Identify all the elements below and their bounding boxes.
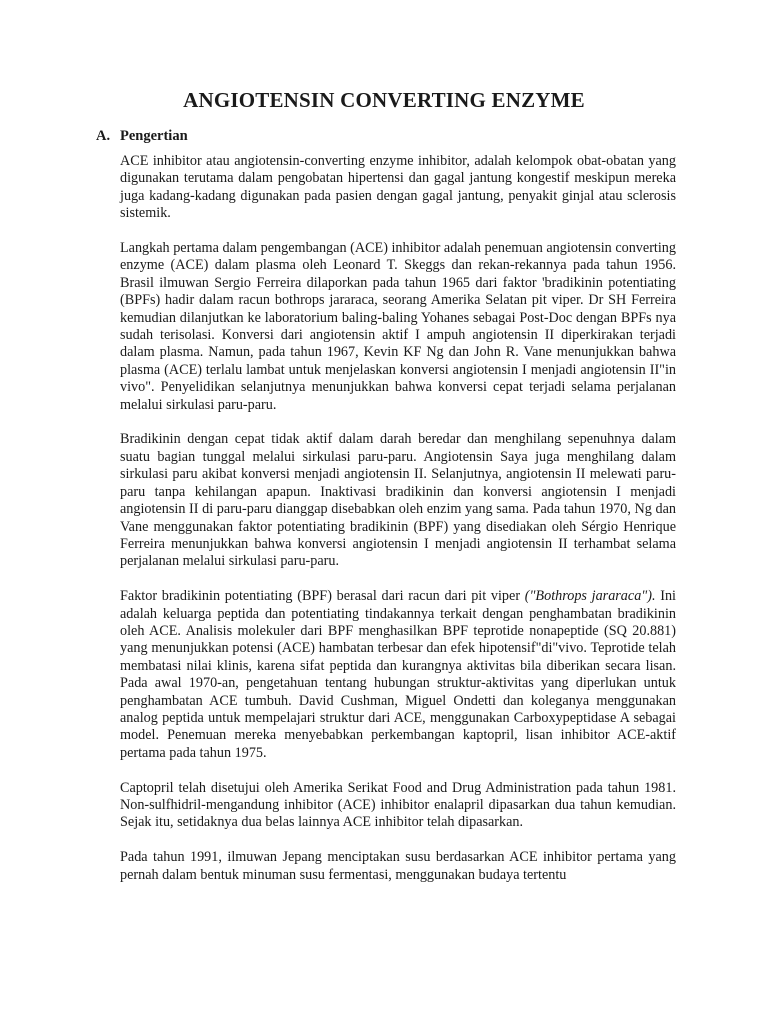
paragraph-captopril: Captopril telah disetujui oleh Amerika Serikat Food and Drug Administration pada tahun 1981. Non-sulfhidril-mengandung inhibitor (ACE) inhibitor enalapril dipasarkan dua tahun kemudian. Sejak itu, setidaknya dua belas lainnya ACE inhibitor telah dipasarkan. (120, 779, 676, 831)
paragraph-bpf (120, 588, 676, 762)
document-body (120, 153, 676, 884)
section-title: Pengertian (120, 128, 188, 144)
paragraph-bpf-species: ("Bothrops jararaca"). (524, 588, 656, 605)
paragraph-definition: ACE inhibitor atau angiotensin-converting enzyme inhibitor, adalah kelompok obat-obatan yang digunakan terutama dalam pengobatan hipertensi dan gagal jantung kongestif meskipun mereka juga kadang-kadang digunakan pada pasien dengan gagal jantung, penyakit ginjal atau sclerosis sistemik. (120, 153, 676, 222)
section-heading (96, 128, 188, 145)
paragraph-history-discovery: Langkah pertama dalam pengembangan (ACE) inhibitor adalah penemuan angiotensin converting enzyme (ACE) dalam plasma oleh Leonard T. Skeggs dan rekan-rekannya pada tahun 1956. Brasil ilmuwan Sergio Ferreira dilaporkan pada tahun 1965 dari faktor 'bradikinin potentiating (BPFs) hadir dalam racun bothrops jararaca, seorang Amerika Selatan pit viper. Dr SH Ferreira kemudian dilanjutkan ke laboratorium baling-baling Yohanes sebagai Post-Doc dengan BPFs nya sudah terisolasi. Konversi dari angiotensin aktif I ampuh angiotensin II diperkirakan terjadi dalam plasma. Namun, pada tahun 1967, Kevin KF Ng dan John R. Vane menunjukkan bahwa plasma (ACE) terlalu lambat untuk menjelaskan konversi angiotensin I menjadi angiotensin II"in vivo". Penyelidikan selanjutnya menunjukkan bahwa konversi cepat terjadi selama perjalanan melalui sirkulasi paru-paru. (120, 240, 676, 413)
paragraph-bpf-text-end: Ini adalah keluarga peptida dan potentiating tindakannya terkait dengan penghambatan bradikinin oleh ACE. Analisis molekuler dari BPF menghasilkan BPF teprotide nonapeptide (SQ 20.881) yang menunjukkan potensi (ACE) hambatan terbesar dan efek hipotensif"di"vivo. Teprotide telah membatasi nilai klinis, karena sifat peptida dan kurangnya aktivitas bila diberikan secara lisan. Pada awal 1970-an, pengetahuan tentang hubungan struktur-aktivitas yang diperlukan untuk penghambatan ACE tumbuh. David Cushman, Miguel Ondetti dan koleganya menggunakan analog peptida untuk mempelajari struktur dari ACE, menggunakan Carboxypeptidase A sebagai model. Penemuan mereka menyebabkan perkembangan kaptopril, lisan inhibitor ACE-aktif pertama pada tahun 1975. (120, 588, 676, 761)
paragraph-bradykinin: Bradikinin dengan cepat tidak aktif dalam darah beredar dan menghilang sepenuhnya dalam suatu bagian tunggal melalui sirkulasi paru-paru. Angiotensin Saya juga menghilang dalam sirkulasi paru akibat konversi menjadi angiotensin II. Selanjutnya, angiotensin II melewati paru-paru tanpa kehilangan apapun. Inaktivasi bradikinin dan konversi angiotensin I menjadi angiotensin II di paru-paru dianggap disebabkan oleh enzim yang sama. Pada tahun 1970, Ng dan Vane menggunakan faktor potentiating bradikinin (BPF) yang disediakan oleh Sérgio Henrique Ferreira menunjukkan bahwa konversi angiotensin I menjadi angiotensin II terhambat selama perjalanan melalui sirkulasi paru-paru. (120, 431, 676, 570)
paragraph-japan-milk: Pada tahun 1991, ilmuwan Jepang menciptakan susu berdasarkan ACE inhibitor pertama yang pernah dalam bentuk minuman susu fermentasi, menggunakan budaya tertentu (120, 849, 676, 883)
document-title: ANGIOTENSIN CONVERTING ENZYME (183, 88, 585, 112)
paragraph-bpf-text-start: Faktor bradikinin potentiating (BPF) berasal dari racun dari pit viper (120, 588, 525, 605)
section-letter: A. (96, 128, 111, 144)
